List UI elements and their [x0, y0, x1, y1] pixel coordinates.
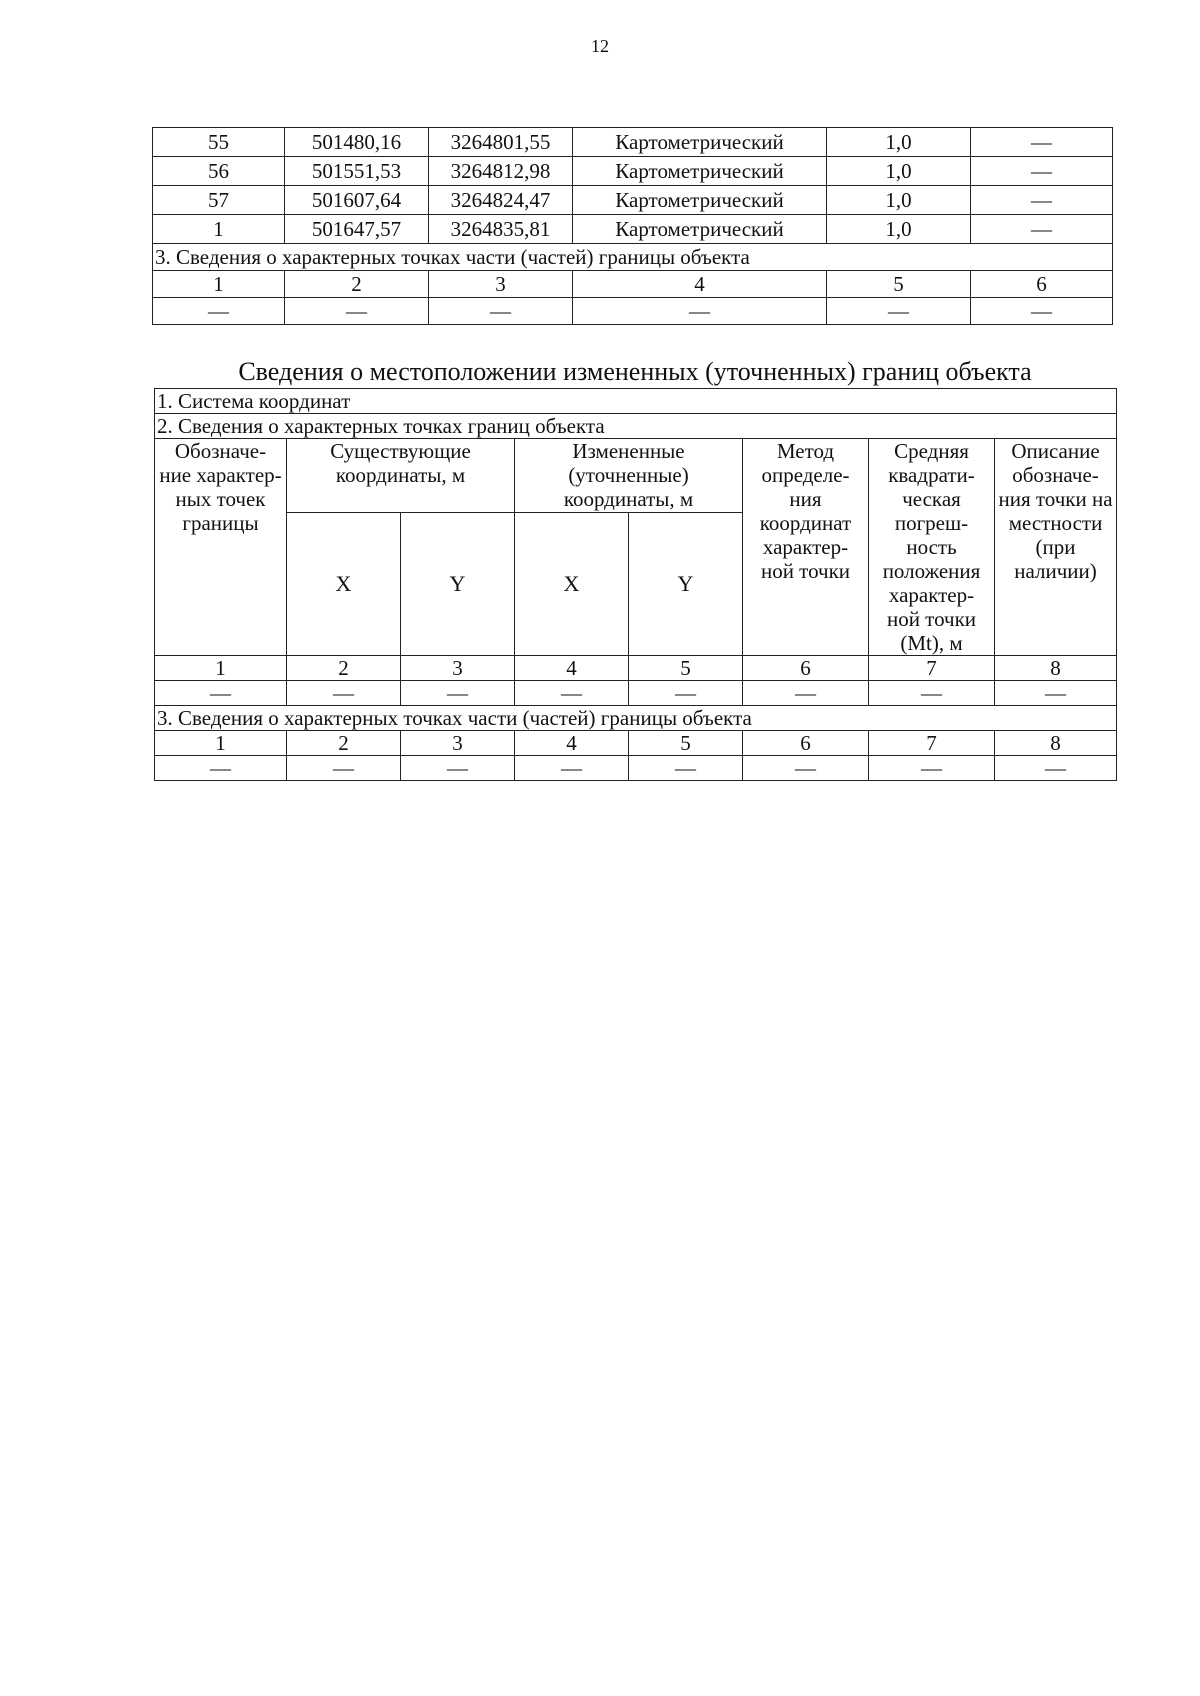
table-row: [153, 215, 1113, 244]
table-row: [153, 128, 1113, 157]
coord-x: 501647,57: [285, 215, 429, 244]
empty-cell: —: [401, 681, 515, 706]
column-number: 7: [869, 731, 995, 756]
section-header-row: [155, 706, 1117, 731]
table-row: [155, 681, 1117, 706]
section3-title: 3. Сведения о характерных точках части (частей) границы объекта: [153, 244, 1113, 271]
empty-cell: —: [573, 298, 827, 325]
column-number: 6: [971, 271, 1113, 298]
coord-y: 3264824,47: [429, 186, 573, 215]
empty-cell: —: [995, 756, 1117, 781]
section-header-row: [153, 244, 1113, 271]
column-number-row: [155, 731, 1117, 756]
page-number: 12: [591, 36, 609, 56]
column-number: 6: [743, 656, 869, 681]
table-row: [155, 756, 1117, 781]
section-title: Сведения о местоположении измененных (уточненных) границ объекта: [238, 357, 1032, 386]
column-number: 3: [401, 656, 515, 681]
column-number: 5: [629, 656, 743, 681]
column-number: 6: [743, 731, 869, 756]
column-number-row: [155, 656, 1117, 681]
column-number-row: [153, 271, 1113, 298]
column-number: 1: [153, 271, 285, 298]
header-description: Описание обозначе- ния точки на местности (при наличии): [995, 439, 1117, 656]
empty-cell: —: [155, 756, 287, 781]
point-description: —: [971, 186, 1113, 215]
empty-cell: —: [743, 681, 869, 706]
header-y-existing: Y: [401, 513, 515, 656]
coord-y: 3264801,55: [429, 128, 573, 157]
method: Картометрический: [573, 215, 827, 244]
point-number: 1: [153, 215, 285, 244]
column-number: 4: [573, 271, 827, 298]
accuracy: 1,0: [827, 186, 971, 215]
header-row: [155, 439, 1117, 513]
header-method: Метод определе- ния координат характер- ной точки: [743, 439, 869, 656]
column-number: 8: [995, 656, 1117, 681]
column-number: 5: [629, 731, 743, 756]
header-designation: Обозначе- ние характер- ных точек границы: [155, 439, 287, 656]
section3-title: 3. Сведения о характерных точках части (частей) границы объекта: [155, 706, 1117, 731]
section2-title: 2. Сведения о характерных точках границ объекта: [155, 414, 1117, 439]
column-number: 4: [515, 656, 629, 681]
empty-cell: —: [827, 298, 971, 325]
changed-boundaries-table: [154, 388, 1117, 781]
table-row: [153, 298, 1113, 325]
coord-y: 3264835,81: [429, 215, 573, 244]
method: Картометрический: [573, 186, 827, 215]
method: Картометрический: [573, 157, 827, 186]
point-description: —: [971, 157, 1113, 186]
empty-cell: —: [429, 298, 573, 325]
header-existing-coords: Существующие координаты, м: [287, 439, 515, 513]
column-number: 1: [155, 731, 287, 756]
empty-cell: —: [869, 681, 995, 706]
column-number: 3: [429, 271, 573, 298]
point-number: 55: [153, 128, 285, 157]
header-x-changed: X: [515, 513, 629, 656]
coord-x: 501551,53: [285, 157, 429, 186]
coord-y: 3264812,98: [429, 157, 573, 186]
column-number: 7: [869, 656, 995, 681]
column-number: 3: [401, 731, 515, 756]
boundary-points-table: [152, 127, 1113, 325]
point-number: 57: [153, 186, 285, 215]
empty-cell: —: [153, 298, 285, 325]
point-description: —: [971, 215, 1113, 244]
point-number: 56: [153, 157, 285, 186]
empty-cell: —: [285, 298, 429, 325]
accuracy: 1,0: [827, 128, 971, 157]
empty-cell: —: [401, 756, 515, 781]
header-y-changed: Y: [629, 513, 743, 656]
header-changed-coords: Измененные (уточненные) координаты, м: [515, 439, 743, 513]
empty-cell: —: [155, 681, 287, 706]
column-number: 2: [287, 656, 401, 681]
column-number: 2: [287, 731, 401, 756]
table-row: [153, 186, 1113, 215]
empty-cell: —: [743, 756, 869, 781]
empty-cell: —: [515, 681, 629, 706]
column-number: 4: [515, 731, 629, 756]
method: Картометрический: [573, 128, 827, 157]
empty-cell: —: [287, 756, 401, 781]
column-number: 1: [155, 656, 287, 681]
coord-system-title: 1. Система координат: [155, 389, 1117, 414]
column-number: 5: [827, 271, 971, 298]
empty-cell: —: [515, 756, 629, 781]
empty-cell: —: [629, 756, 743, 781]
empty-cell: —: [629, 681, 743, 706]
header-x-existing: X: [287, 513, 401, 656]
coord-x: 501607,64: [285, 186, 429, 215]
section-header-row: [155, 414, 1117, 439]
header-accuracy: Средняя квадрати- ческая погреш- ность положения характер- ной точки (Mt), м: [869, 439, 995, 656]
accuracy: 1,0: [827, 215, 971, 244]
coord-system-row: [155, 389, 1117, 414]
empty-cell: —: [995, 681, 1117, 706]
coord-x: 501480,16: [285, 128, 429, 157]
column-number: 2: [285, 271, 429, 298]
point-description: —: [971, 128, 1113, 157]
empty-cell: —: [971, 298, 1113, 325]
table-row: [153, 157, 1113, 186]
accuracy: 1,0: [827, 157, 971, 186]
column-number: 8: [995, 731, 1117, 756]
empty-cell: —: [287, 681, 401, 706]
empty-cell: —: [869, 756, 995, 781]
